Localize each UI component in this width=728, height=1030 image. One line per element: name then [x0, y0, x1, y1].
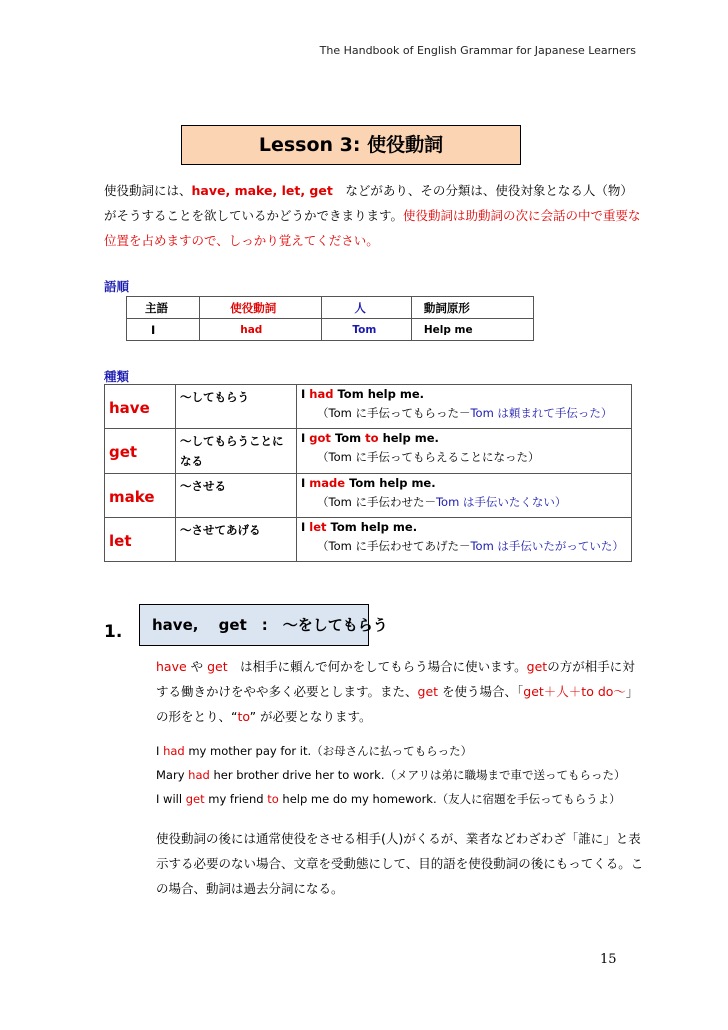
intro-emphasis: 使役動詞は助動詞の次に会話の中で重要な位置を占めますので、しっかり覚えてください。 [104, 208, 641, 248]
lesson-title: Lesson 3: 使役動詞 [181, 125, 521, 165]
table-row [105, 385, 632, 429]
type-word: get [105, 429, 176, 474]
word-order-table [126, 296, 534, 341]
table-row [105, 518, 632, 562]
intro-paragraph [104, 178, 644, 253]
type-meaning: ～させてあげる [176, 518, 297, 562]
example-jp: （Tom に手伝ってもらえることになった） [317, 450, 540, 464]
section-title: have, get : ～をしてもらう [139, 604, 369, 646]
word-order-label: 語順 [104, 279, 130, 294]
section-number: 1. [104, 622, 123, 642]
cell-subject: I [127, 319, 200, 341]
example-en: I had Tom help me. [301, 387, 425, 401]
running-header: The Handbook of English Grammar for Japanese Learners [319, 44, 636, 57]
table-row [127, 297, 534, 319]
type-word: make [105, 474, 176, 518]
example-jp: （Tom に手伝わせた－Tom は手伝いたくない） [317, 495, 567, 509]
types-label: 種類 [104, 369, 130, 384]
type-meaning: ～させる [176, 474, 297, 518]
intro-text-b: などがあり、その分類は、使役対象となる人（物）がそうすることを欲しているかどうかできまります。 [104, 183, 633, 223]
example-en: I got Tom to help me. [301, 431, 439, 445]
example-sentence: I will get my friend to help me do my homework.（友人に宿題を手伝ってもらうよ） [156, 792, 621, 806]
section-paragraph-1: have や get は相手に頼んで何かをしてもらう場合に使います。getの方が相手に対する働きかけをやや多く必要とします。また、get を使う場合、「get＋人＋to do～」 の形をとり、“to” が必要となります。 [156, 659, 639, 724]
type-meaning: ～してもらうことになる [176, 429, 297, 474]
example-jp: （Tom に手伝ってもらった－Tom は頼まれて手伝った） [317, 406, 613, 420]
cell-person: Tom [322, 319, 412, 341]
types-table [104, 384, 632, 562]
header-person: 人 [322, 297, 412, 319]
cell-verb: had [200, 319, 322, 341]
type-example [297, 429, 632, 474]
example-sentence: Mary had her brother drive her to work.（メアリは弟に職場まで車で送ってもらった） [156, 768, 626, 782]
header-causative-verb: 使役動詞 [200, 297, 322, 319]
table-row [105, 474, 632, 518]
intro-verbs: have, make, let, get [191, 183, 333, 198]
table-row [127, 319, 534, 341]
type-example [297, 518, 632, 562]
example-jp: （Tom に手伝わせてあげた－Tom は手伝いたがっていた） [317, 539, 624, 553]
type-word: have [105, 385, 176, 429]
header-subject: 主語 [127, 297, 200, 319]
type-word: let [105, 518, 176, 562]
example-en: I made Tom help me. [301, 476, 436, 490]
type-meaning: ～してもらう [176, 385, 297, 429]
type-example [297, 474, 632, 518]
table-row [105, 429, 632, 474]
header-base-verb: 動詞原形 [411, 297, 533, 319]
intro-text-a: 使役動詞には、 [104, 183, 192, 198]
cell-base-verb: Help me [411, 319, 533, 341]
section-paragraph-2: 使役動詞の後には通常使役をさせる相手(人)がくるが、業者などわざわざ「誰に」と表示する必要のない場合、文章を受動態にして、目的語を使役動詞の後にもってくる。この場合、動詞は過去分詞になる。 [156, 831, 644, 896]
example-en: I let Tom help me. [301, 520, 418, 534]
type-example [297, 385, 632, 429]
example-sentence: I had my mother pay for it.（お母さんに払ってもらった） [156, 744, 473, 758]
page-number: 15 [600, 952, 617, 967]
